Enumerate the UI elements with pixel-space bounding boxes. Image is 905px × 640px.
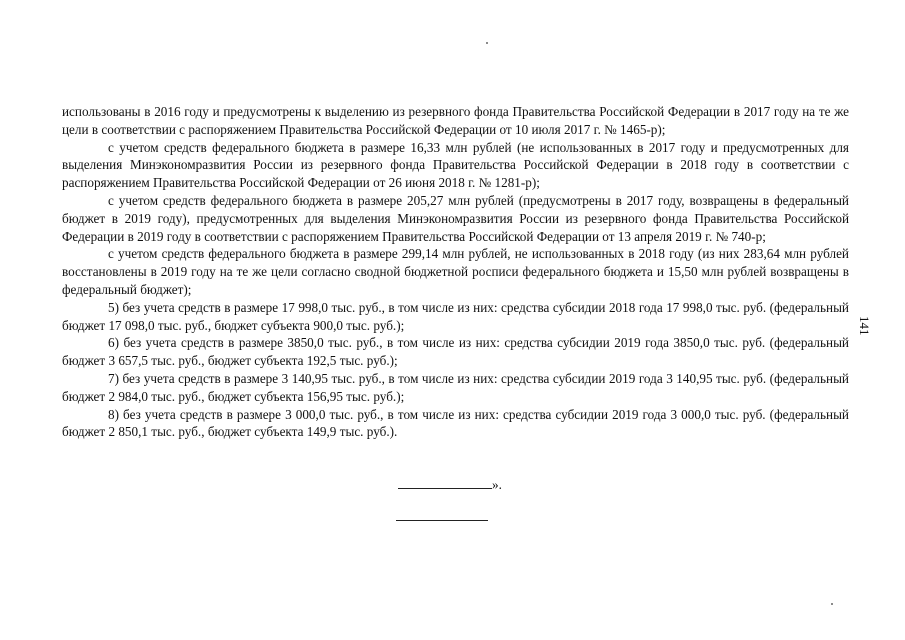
paragraph-5: 5) без учета средств в размере 17 998,0 тыс. руб., в том числе из них: средства субсидии 2018 года 17 998,0 тыс. руб. (федеральный бюджет 17 098,0 тыс. руб., бюджет субъекта 900,0 тыс. руб.);: [62, 299, 849, 333]
paragraph-8: 8) без учета средств в размере 3 000,0 тыс. руб., в том числе из них: средства субсидии 2019 года 3 000,0 тыс. руб. (федеральный бюджет 2 850,1 тыс. руб., бюджет субъекта 149,9 тыс. руб.).: [62, 406, 849, 440]
paragraph-7: 7) без учета средств в размере 3 140,95 тыс. руб., в том числе из них: средства субсидии 2019 года 3 140,95 тыс. руб. (федеральный бюджет 2 984,0 тыс. руб., бюджет субъекта 156,95 тыс. руб.);: [62, 370, 849, 404]
paragraph-6: 6) без учета средств в размере 3850,0 тыс. руб., в том числе из них: средства субсидии 2019 года 3850,0 тыс. руб. (федеральный бюджет 3 657,5 тыс. руб., бюджет субъекта 192,5 тыс. руб.);: [62, 335, 849, 369]
closing-line: [398, 476, 518, 493]
paragraph-2: с учетом средств федерального бюджета в размере 16,33 млн рублей (не использованных в 2017 году и предусмотренных для выделения Минэкономразвития России из резервного фонда Правительства Российской Федерации в 2018 году в соответствии с распоряжением Правительства Российской Федерации от 26 июня 2018 г. № 1281-р);: [62, 139, 849, 191]
scan-speck: [831, 603, 833, 605]
paragraph-3: с учетом средств федерального бюджета в размере 205,27 млн рублей (предусмотрены в 2017 году, возвращены в федеральный бюджет в 2019 году), предусмотренных для выделения Минэкономразвития России из резервного фонда Правительства Российской Федерации в 2019 году в соответствии с распоряжением Правительства Российской Федерации от 13 апреля 2019 г. № 740-р;: [62, 192, 849, 244]
paragraph-1: использованы в 2016 году и предусмотрены к выделению из резервного фонда Правительства Российской Федерации в 2017 году на те же цели в соответствии с распоряжением Правительства Российской Федерации от 10 июля 2017 г. № 1465-р);: [62, 104, 849, 137]
paragraph-4: с учетом средств федерального бюджета в размере 299,14 млн рублей, не использованных в 2018 году (из них 283,64 млн рублей восстановлены в 2019 году на те же цели согласно сводной бюджетной росписи федерального бюджета и 15,50 млн рублей возвращены в федеральный бюджет);: [62, 246, 849, 297]
page-number: 141: [857, 316, 872, 336]
blank-underline: [398, 477, 492, 489]
scan-speck: [486, 42, 488, 44]
closing-quote: ».: [492, 477, 502, 492]
separator-line: [396, 520, 488, 521]
body-text: [62, 103, 849, 441]
